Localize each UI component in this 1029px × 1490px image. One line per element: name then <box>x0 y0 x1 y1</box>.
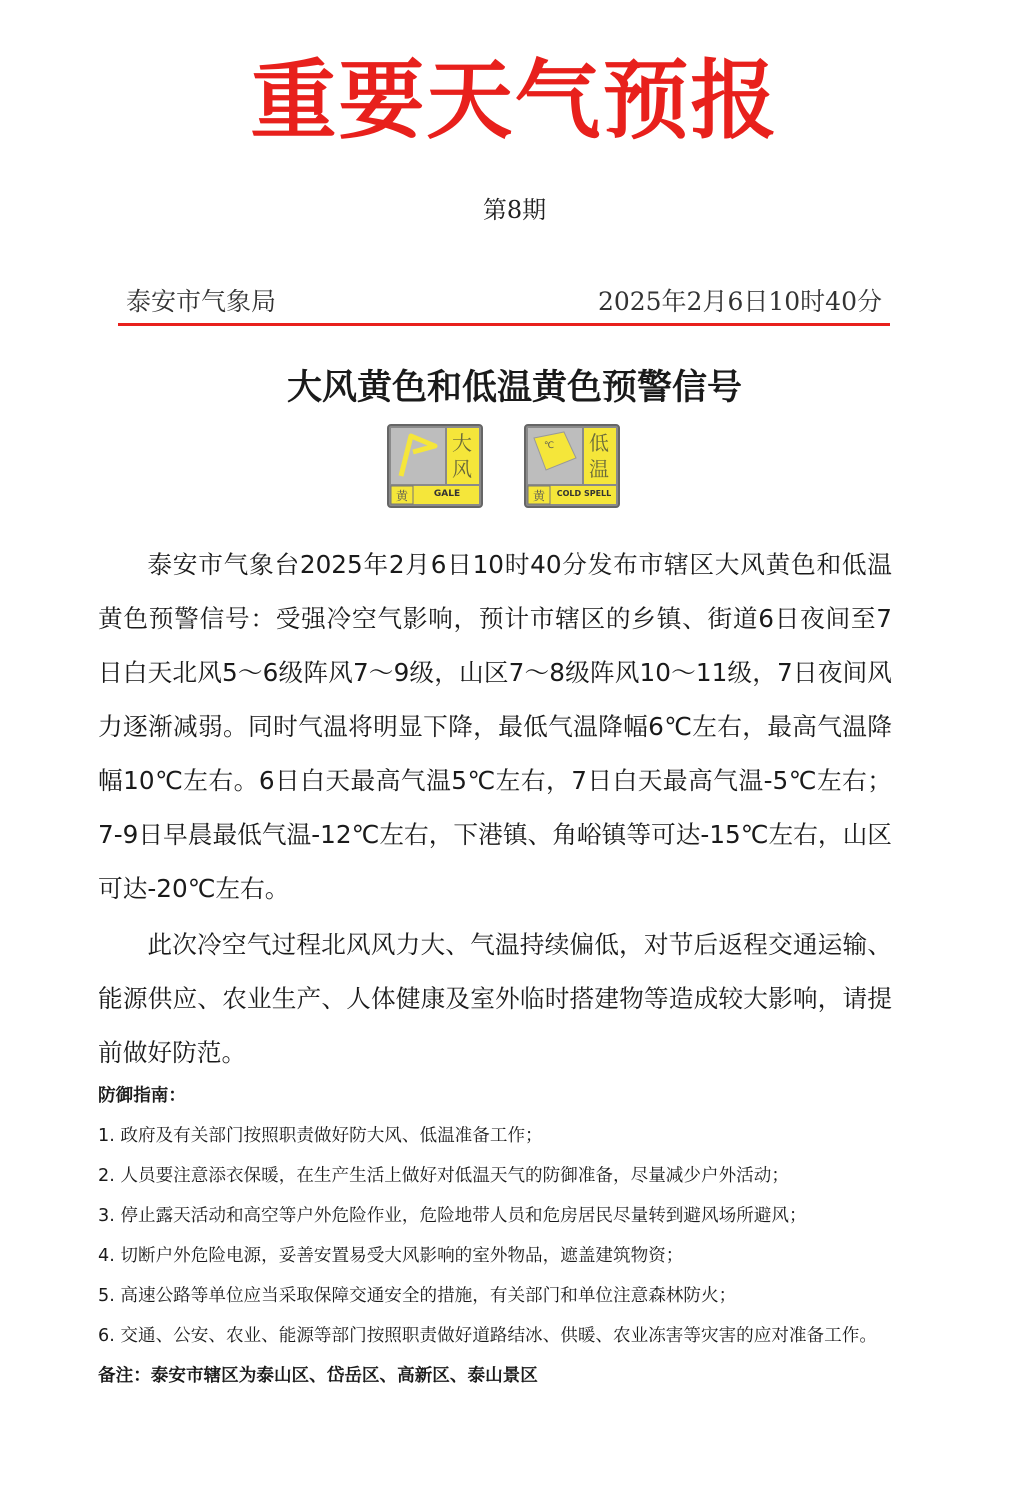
guide-item: 3. 停止露天活动和高空等户外危险作业，危险地带人员和危房居民尽量转到避风场所避风； <box>98 1206 807 1226</box>
guide-item: 4. 切断户外危险电源，妥善安置易受大风影响的室外物品，遮盖建筑物资； <box>98 1246 684 1266</box>
gale-yellow-signal-icon <box>387 424 483 508</box>
issue-number: 第8期 <box>482 196 547 224</box>
guide-heading: 防御指南： <box>98 1086 186 1106</box>
guide-item: 6. 交通、公安、农业、能源等部门按照职责做好道路结冰、供暖、农业冻害等灾害的应对准备工作。 <box>98 1326 877 1346</box>
red-divider <box>118 323 890 326</box>
issuer-name: 泰安市气象局 <box>126 287 277 316</box>
defense-guide <box>98 1076 898 1396</box>
cold-signal-en: COLD SPELL <box>556 489 612 498</box>
cold-spell-yellow-signal-icon <box>524 424 620 508</box>
guide-item: 5. 高速公路等单位应当采取保障交通安全的措施，有关部门和单位注意森林防火； <box>98 1286 737 1306</box>
gale-level-label: 黄 <box>395 489 409 503</box>
masthead-title: 重要天气预报 <box>250 50 779 151</box>
gale-signal-cn: 大风 <box>452 431 472 481</box>
guide-item: 1. 政府及有关部门按照职责做好防大风、低温准备工作； <box>98 1126 543 1146</box>
paragraph-warning: 泰安市气象台2025年2月6日10时40分发布市辖区大风黄色和低温黄色预警信号：受强冷空气影响，预计市辖区的乡镇、街道6日夜间至7日白天北风5～6级阵风7～9级，山区7～8级阵风10～11级，7日夜间风力逐渐减弱。同时气温将明显下降，最低气温降幅6℃左右，最高气温降幅10℃左右。6日白天最高气温5℃左右，7日白天最高气温-5℃左右；7-9日早晨最低气温-12℃左右，下港镇、角峪镇等可达-15℃左右，山区可达-20℃左右。 <box>98 550 892 903</box>
warning-signals <box>0 424 1029 510</box>
svg-text:℃: ℃ <box>544 441 555 451</box>
cold-signal-cn: 低温 <box>589 431 609 481</box>
cold-level-label: 黄 <box>532 489 546 503</box>
gale-signal-en: GALE <box>433 489 461 499</box>
signal-title: 大风黄色和低温黄色预警信号 <box>286 367 742 408</box>
guide-item: 2. 人员要注意添衣保暖，在生产生活上做好对低温天气的防御准备，尽量减少户外活动； <box>98 1166 789 1186</box>
paragraph-impact: 此次冷空气过程北风风力大、气温持续偏低，对节后返程交通运输、能源供应、农业生产、人体健康及室外临时搭建物等造成较大影响，请提前做好防范。 <box>98 930 892 1067</box>
issuer-line <box>118 282 890 322</box>
issue-time: 2025年2月6日10时40分 <box>597 287 882 316</box>
remark-note: 备注：泰安市辖区为泰山区、岱岳区、高新区、泰山景区 <box>98 1366 538 1386</box>
